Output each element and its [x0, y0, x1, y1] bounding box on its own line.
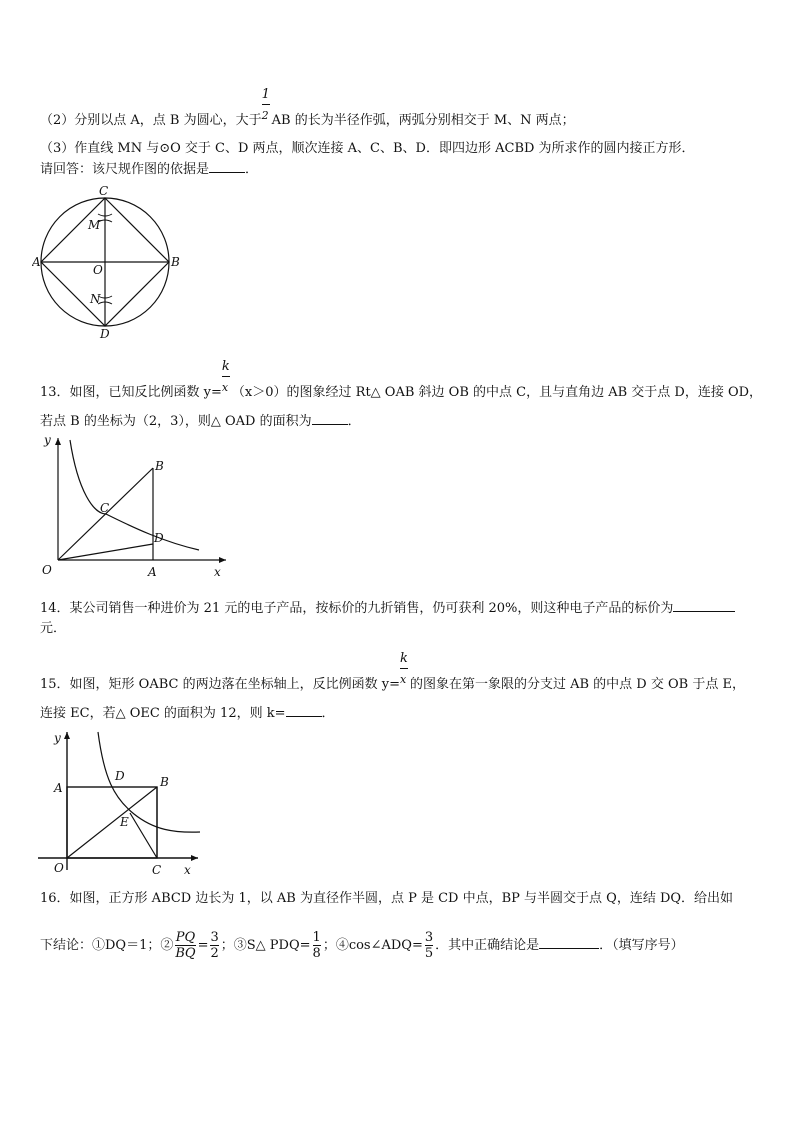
q13-label-d: D: [154, 531, 164, 545]
q13-x-arrow: [219, 557, 226, 563]
q13-k-over-x: [221, 359, 232, 402]
q14-answer-blank[interactable]: [673, 599, 735, 612]
q13-x: x: [221, 381, 229, 394]
q13-line2: [40, 412, 361, 431]
q13-figure: [34, 432, 234, 580]
q15-answer-blank[interactable]: [286, 704, 322, 717]
q16-frac3-num: 1: [312, 930, 321, 945]
q12-figure: [32, 182, 192, 342]
q15-label-y: y: [54, 731, 61, 745]
q14-text-end: 元．: [40, 621, 67, 636]
q12-label-n: N: [90, 292, 101, 306]
q13-answer-blank[interactable]: [312, 412, 348, 425]
q13-label-c: C: [100, 501, 110, 515]
q15-figure: [34, 728, 204, 878]
q13-text-b: （x＞0）的图象经过 Rt△ OAB 斜边 OB 的中点 C，且与直角边 AB 交于点 D，连接 OD，: [231, 385, 763, 400]
q14-text: 14．某公司销售一种进价为 21 元的电子产品，按标价的九折销售，仍可获利 20%，则这种电子产品的标价为: [40, 601, 674, 616]
q16-frac1-den: BQ: [175, 946, 196, 961]
q12-step3-text: （3）作直线 MN 与⊙O 交于 C、D 两点，顺次连接 A、C、B、D．即四边形 ACBD 为所求作的圆内接正方形．: [40, 141, 695, 156]
q12-label-a: A: [32, 255, 41, 269]
q13-label-x: x: [214, 565, 221, 579]
q16-text: 16．如图，正方形 ABCD 边长为 1，以 AB 为直径作半圆，点 P 是 CD 中点，BP 与半圆交于点 Q，连结 DQ．给出如: [40, 891, 734, 906]
q14-line1: [40, 599, 735, 618]
q16-frac2-den: 2: [210, 946, 219, 961]
q15-k: k: [399, 651, 408, 666]
q12-half-fraction: [261, 87, 272, 130]
q16-frac2-num: 3: [210, 930, 219, 945]
q12-label-o: O: [93, 263, 103, 277]
q16-line2-text-b: ．其中正确结论是: [435, 938, 540, 953]
q12-label-c: C: [99, 184, 109, 198]
q13-label-y: y: [44, 433, 51, 447]
q16-frac-pq-bq: [175, 930, 195, 961]
q12-frac-den: 2: [261, 109, 269, 122]
q15-text-b: 的图象在第一象限的分支过 AB 的中点 D 交 OB 于点 E，: [409, 677, 745, 692]
q13-line2-end: ．: [347, 414, 361, 429]
q15-curve: [98, 732, 200, 832]
q15-text-a: 15．如图，矩形 OABC 的两边落在坐标轴上，反比例函数 y=: [40, 677, 400, 692]
q16-frac4-num: 3: [424, 930, 434, 945]
q16-frac-1-8: [313, 930, 321, 961]
q12-question-end: ．: [245, 162, 259, 177]
q16-eq: =: [197, 938, 209, 953]
q12-step2-text-b: AB 的长为半径作弧，两弧分别相交于 M、N 两点；: [271, 113, 575, 128]
q12-step2-text-a: （2）分别以点 A，点 B 为圆心，大于: [40, 113, 262, 128]
q16-frac4-den: 5: [424, 946, 434, 961]
q12-question: [40, 160, 258, 179]
q15-line2-text: 连接 EC，若△ OEC 的面积为 12，则 k=: [40, 706, 286, 721]
q15-line-ob: [67, 787, 157, 858]
q14-line2: [40, 620, 66, 638]
q13-k: k: [221, 359, 230, 374]
q13-line2-text: 若点 B 的坐标为（2，3），则△ OAD 的面积为: [40, 414, 312, 429]
q16-line1: [40, 890, 733, 908]
q13-curve: [70, 440, 199, 550]
q15-line-ec: [130, 813, 157, 858]
q15-label-e: E: [120, 815, 129, 829]
q15-line2: [40, 704, 335, 723]
q12-label-d: D: [100, 327, 110, 341]
q12-frac-num: 1: [261, 87, 270, 102]
q15-label-d: D: [115, 769, 125, 783]
q16-frac1-num: PQ: [175, 930, 196, 945]
q13-label-o: O: [42, 563, 52, 577]
q13-label-b: B: [155, 459, 164, 473]
q12-step2: [40, 87, 575, 130]
q15-k-over-x: [399, 651, 410, 694]
q16-sep1: ；③S△ PDQ=: [220, 938, 311, 953]
q12-answer-blank[interactable]: [209, 160, 245, 173]
q16-line2: [40, 922, 684, 970]
q15-label-b: B: [160, 775, 169, 789]
q15-line2-end: ．: [321, 706, 335, 721]
q15-label-o: O: [54, 861, 64, 875]
q12-question-text: 请回答：该尺规作图的依据是: [40, 162, 210, 177]
q12-label-b: B: [171, 255, 180, 269]
q13-text-a: 13．如图，已知反比例函数 y=: [40, 385, 222, 400]
q16-frac-3-5: [425, 930, 433, 961]
q13-line1: [40, 359, 763, 402]
q12-label-m: M: [88, 218, 101, 232]
q16-sep2: ；④cos∠ADQ=: [322, 938, 423, 953]
q15-label-x: x: [184, 863, 191, 877]
q13-y-arrow: [55, 438, 61, 445]
q15-label-a: A: [54, 781, 63, 795]
q15-x-arrow: [191, 855, 198, 861]
q12-step3: [40, 140, 695, 158]
q13-label-a: A: [148, 565, 157, 579]
q16-answer-blank[interactable]: [539, 936, 599, 949]
q15-y-arrow: [64, 732, 70, 739]
q15-label-c: C: [152, 863, 162, 877]
q15-x: x: [399, 673, 407, 686]
q15-line1: [40, 651, 745, 694]
q16-frac3-den: 8: [312, 946, 321, 961]
q16-line2-end: ．（填写序号）: [599, 938, 684, 953]
q16-line2-text-a: 下结论：①DQ＝1；②: [40, 938, 174, 953]
q16-frac-3-2: [210, 930, 218, 961]
